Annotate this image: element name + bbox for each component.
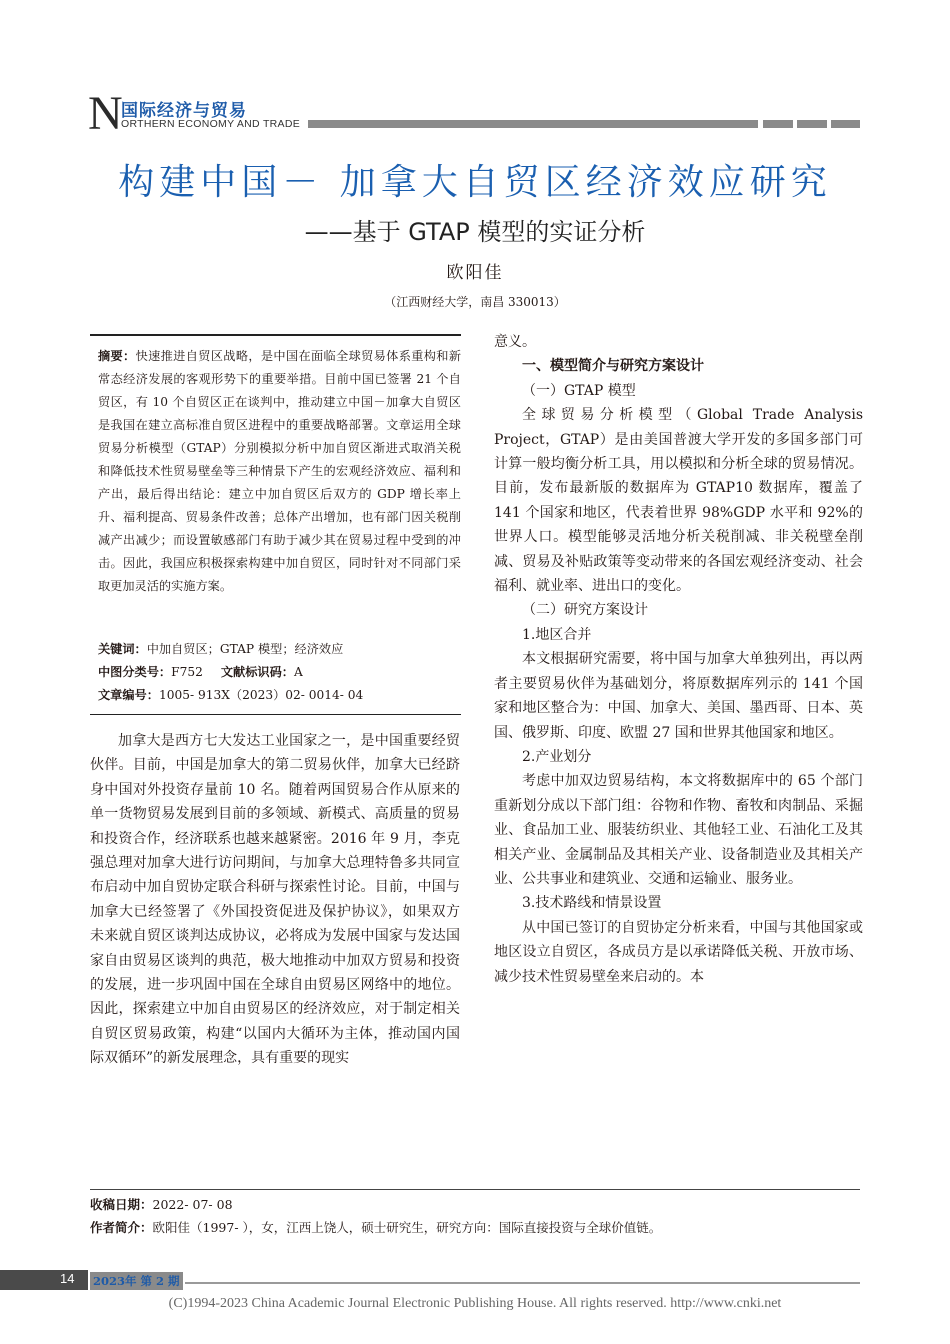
- header-rule-segment: [797, 120, 827, 128]
- paper-title: 构建中国－ 加拿大自贸区经济效应研究: [118, 162, 832, 203]
- section-heading: 一、模型简介与研究方案设计: [522, 358, 704, 375]
- received-label: 收稿日期：: [90, 1197, 153, 1212]
- journal-name-en: ORTHERN ECONOMY AND TRADE: [121, 118, 301, 130]
- author-bio-label: 作者简介：: [90, 1220, 153, 1235]
- author-name: 欧阳佳: [446, 263, 504, 283]
- sub-subsection-heading: 3.技术路线和情景设置: [522, 895, 662, 912]
- paragraph-continuation: 意义。: [494, 334, 536, 350]
- classification-line: [98, 661, 461, 683]
- sub-subsection-heading: 1.地区合并: [522, 626, 592, 643]
- clc-code: F752: [171, 665, 203, 679]
- footer-rule: [185, 1282, 860, 1284]
- doc-code-label: 文献标识码：: [220, 665, 294, 679]
- subsection-heading: （二）研究方案设计: [522, 602, 648, 619]
- paper-subtitle: ——基于 GTAP 模型的实证分析: [304, 218, 646, 246]
- paragraph: 从中国已签订的自贸协定分析来看，中国与其他国家或地区设立自贸区，各成员方是以承诺降低关税、开放市场、减少技术性贸易壁垒来启动的。本: [494, 919, 863, 985]
- abstract-top-rule: [90, 334, 461, 336]
- article-number: 1005- 913X（2023）02- 0014- 04: [158, 688, 364, 702]
- abstract: [98, 345, 461, 598]
- paragraph: 本文根据研究需要，将中国与加拿大单独列出，再以两者主要贸易伙伴为基础划分，将原数据库列示的 141 个国家和地区整合为：中国、加拿大、美国、墨西哥、日本、英国、俄罗斯、印度、欧盟 27 国和世界其他国家和地区。: [494, 651, 863, 741]
- doc-code: A: [293, 665, 303, 679]
- author-bio: 欧阳佳（1997- ），女，江西上饶人，硕士研究生，研究方向：国际直接投资与全球价值链。: [152, 1220, 662, 1235]
- received-date-line: [90, 1194, 233, 1216]
- journal-name-cn: 国际经济与贸易: [121, 101, 247, 121]
- header-rule-segment: [831, 120, 860, 128]
- copyright-notice: (C)1994-2023 China Academic Journal Electronic Publishing House. All rights reserved. http://www.cnki.net: [168, 1296, 782, 1311]
- author-bio-line: [90, 1217, 661, 1239]
- body-right-column: [494, 330, 863, 989]
- page-number-bar: [0, 1270, 88, 1290]
- footnote-rule: [90, 1189, 860, 1190]
- body-left-column: [90, 729, 460, 1071]
- received-date: 2022- 07- 08: [152, 1197, 233, 1212]
- paragraph: 全球贸易分析模型（Global Trade Analysis Project，GTAP）是由美国普渡大学开发的多国多部门可计算一般均衡分析工具，用以模拟和分析全球的贸易情况。目前，发布最新版的数据库为 GTAP10 数据库，覆盖了 141 个国家和地区，代表着世界 98%GDP 水平和 92%的世界人口。模型能够灵活地分析关税削减、非关税壁垒削减、贸易及补贴政策等变动带来的各国宏观经济变动、社会福利、就业率、进出口的变化。: [494, 407, 863, 595]
- abstract-bottom-rule: [90, 714, 461, 715]
- page-number: 14: [60, 1271, 75, 1286]
- author-affiliation: （江西财经大学，南昌 330013）: [384, 295, 566, 309]
- subsection-heading: （一）GTAP 模型: [522, 382, 636, 399]
- article-number-line: [98, 684, 461, 706]
- header-rule-segment: [763, 120, 793, 128]
- abstract-label: 摘要：: [98, 349, 136, 363]
- issue-label: 2023年 第 2 期: [90, 1272, 183, 1290]
- keywords: 中加自贸区；GTAP 模型；经济效应: [146, 642, 344, 656]
- paragraph: 考虑中加双边贸易结构，本文将数据库中的 65 个部门重新划分成以下部门组：谷物和作物、畜牧和肉制品、采掘业、食品加工业、服装纺织业、其他轻工业、石油化工及其相关产业、金属制品及其相关产业、设备制造业及其相关产业、公共事业和建筑业、交通和运输业、服务业。: [494, 773, 863, 887]
- header-rule-bar: [308, 120, 758, 128]
- paragraph: 加拿大是西方七大发达工业国家之一，是中国重要经贸伙伴。目前，中国是加拿大的第二贸易伙伴，加拿大已经跻身中国对外投资存量前 10 名。随着两国贸易合作从原来的单一货物贸易发展到目前的多领域、新模式、高质量的贸易和投资合作，经济联系也越来越紧密。2016 年 9 月，李克强总理对加拿大进行访问期间，与加拿大总理特鲁多共同宣布启动中加自贸协定联合科研与探索性讨论。目前，中国与加拿大已经签署了《外国投资促进及保护协议》，如果双方未来就自贸区谈判达成协议，必将成为发展中国家与发达国家自由贸易区谈判的典范，极大地推动中加双方贸易和投资的发展，进一步巩固中国在全球自由贸易区网络中的地位。因此，探索建立中加自由贸易区的经济效应，对于制定相关自贸区贸易政策，构建“以国内大循环为主体，推动国内国际双循环”的新发展理念，具有重要的现实: [90, 733, 460, 1067]
- keywords-label: 关键词：: [98, 642, 147, 656]
- sub-subsection-heading: 2.产业划分: [522, 748, 592, 765]
- journal-logo-letter: N: [88, 87, 123, 140]
- article-number-label: 文章编号：: [98, 688, 159, 702]
- abstract-text: 快速推进自贸区战略，是中国在面临全球贸易体系重构和新常态经济发展的客观形势下的重要举措。目前中国已签署 21 个自贸区，有 10 个自贸区正在谈判中，推动建立中国－加拿大自贸区是我国在建立高标准自贸区进程中的重要战略部署。文章运用全球贸易分析模型（GTAP）分别模拟分析中加自贸区渐进式取消关税和降低技术性贸易壁垒等三种情景下产生的宏观经济效应、福利和产出，最后得出结论：建立中加自贸区后双方的 GDP 增长率上升、福利提高、贸易条件改善；总体产出增加，也有部门因关税削减产出减少；而设置敏感部门有助于减少其在贸易过程中受到的冲击。因此，我国应积极探索构建中加自贸区，同时针对不同部门采取更加灵活的实施方案。: [98, 349, 462, 593]
- clc-label: 中图分类号：: [98, 665, 172, 679]
- keywords-line: [98, 638, 461, 660]
